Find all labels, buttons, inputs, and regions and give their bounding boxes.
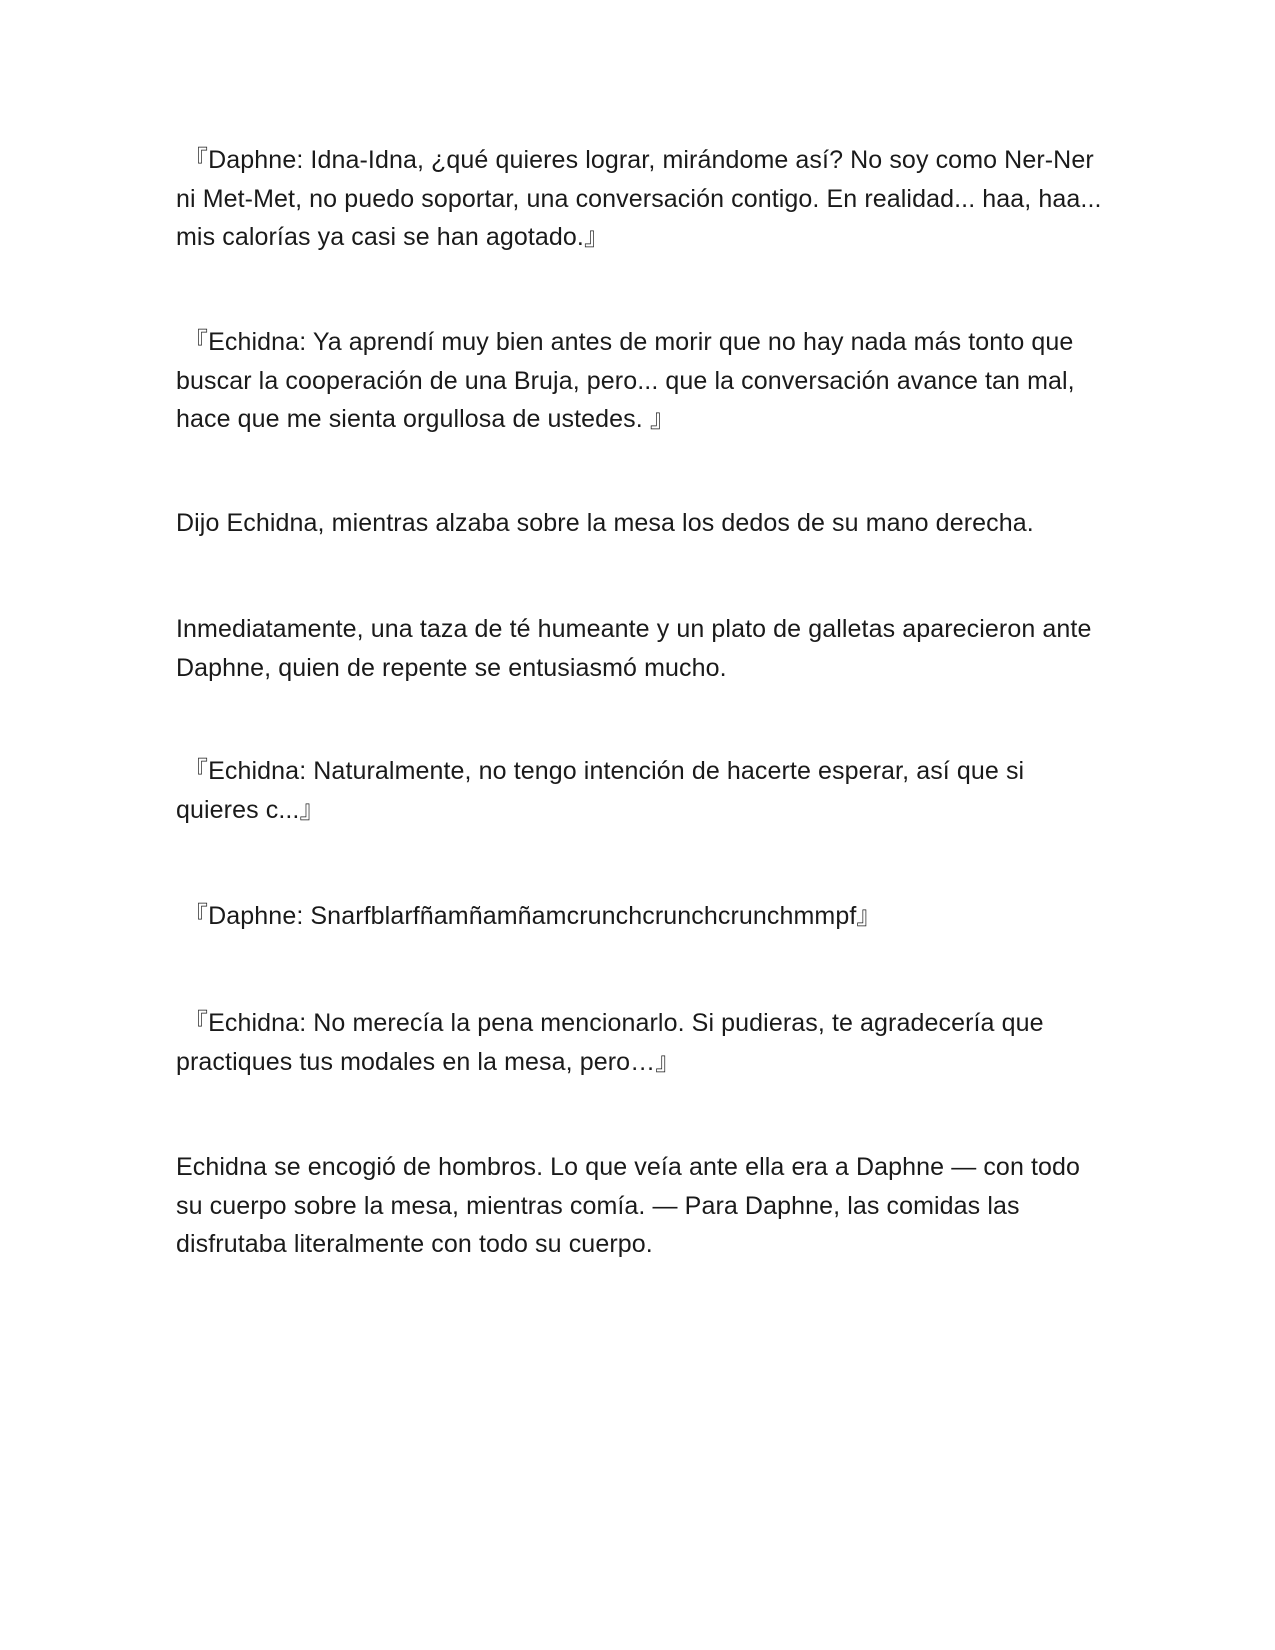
paragraph-echidna-dialogue-2: 『Echidna: Naturalmente, no tengo intención de hacerte esperar, así que si quieres c...』 <box>176 757 1032 824</box>
paragraph-narration-1: Dijo Echidna, mientras alzaba sobre la mesa los dedos de su mano derecha. <box>176 509 1034 537</box>
paragraph-narration-3: Echidna se encogió de hombros. Lo que veía ante ella era a Daphne — con todo su cuerpo sobre la mesa, mientras comía. — Para Daphne, las comidas las disfrutaba literalmente con todo su cuerpo. <box>176 1153 1088 1258</box>
paragraph-daphne-dialogue-2: 『Daphne: Snarfblarfñamñamñamcrunchcrunchcrunchmmpf』 <box>176 902 882 930</box>
paragraph-echidna-dialogue-1: 『Echidna: Ya aprendí muy bien antes de morir que no hay nada más tonto que buscar la cooperación de una Bruja, pero... que la conversación avance tan mal, hace que me sienta orgullosa de ustedes. 』 <box>176 328 1082 433</box>
paragraph-daphne-dialogue-1: 『Daphne: Idna-Idna, ¿qué quieres lograr, mirándome así? No soy como Ner-Ner ni Met-Met, no puedo soportar, una conversación contigo. En realidad... haa, haa... mis calorías ya casi se han agotado.』 <box>176 146 1109 251</box>
paragraph-echidna-dialogue-3: 『Echidna: No merecía la pena mencionarlo. Si pudieras, te agradecería que practiques tus modales en la mesa, pero…』 <box>176 1009 1051 1076</box>
paragraph-narration-2: Inmediatamente, una taza de té humeante y un plato de galletas aparecieron ante Daphne, quien de repente se entusiasmó mucho. <box>176 615 1099 682</box>
